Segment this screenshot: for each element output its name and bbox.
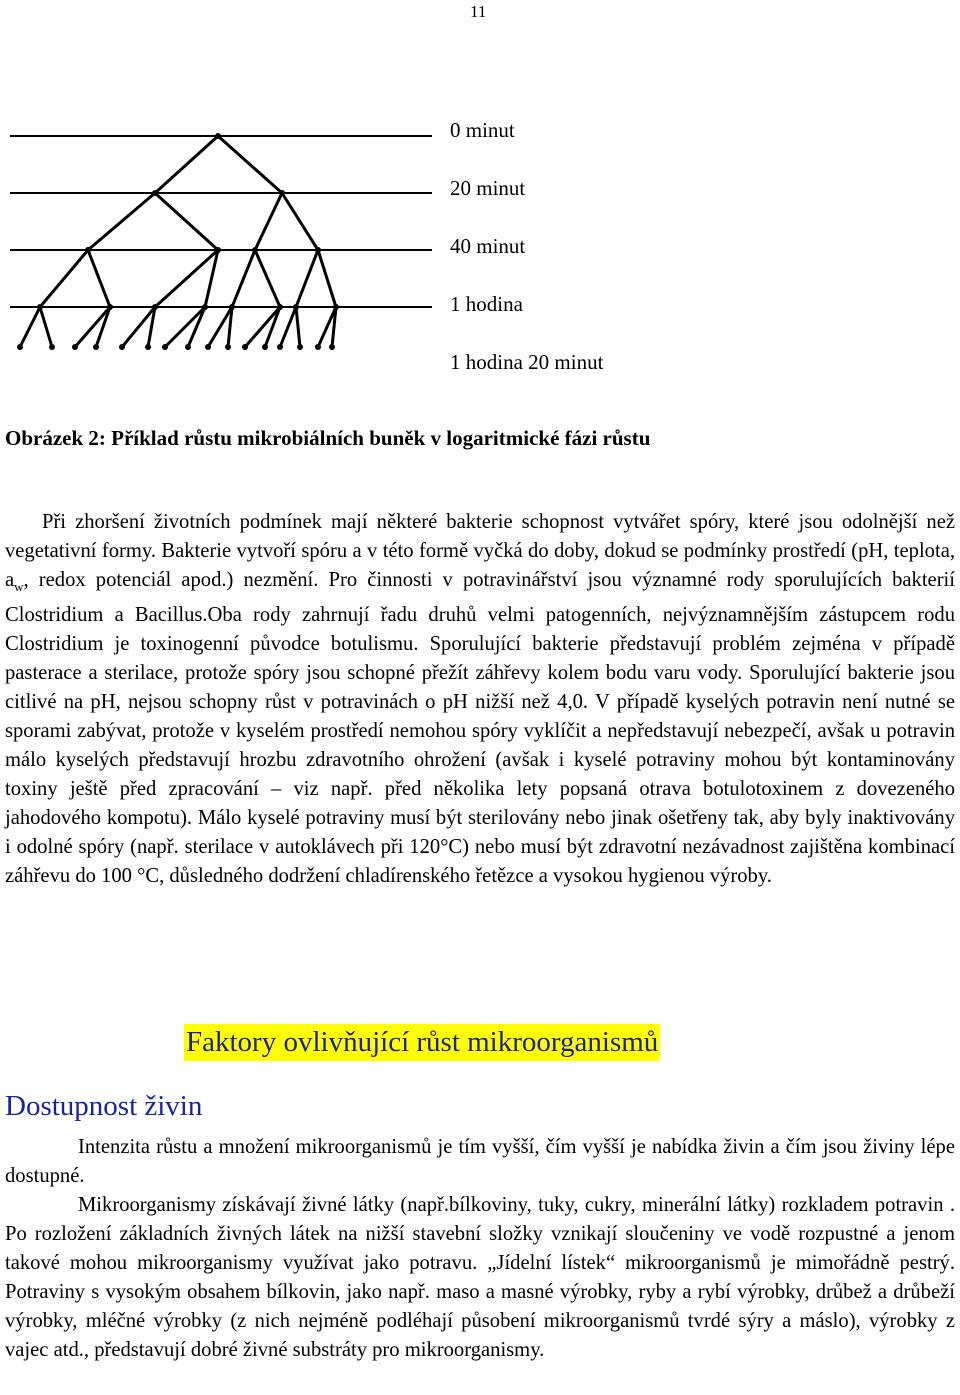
- figure-caption: Obrázek 2: Příklad růstu mikrobiálních buněk v logaritmické fázi růstu: [5, 426, 651, 450]
- paragraph-spores-line2: jsou odolnější než vegetativní formy. Bakterie vytvoří spóru a v této formě vyčká do doby,: [5, 511, 956, 562]
- division-branch: [20, 307, 40, 347]
- division-branch: [88, 250, 110, 307]
- cell-node: [162, 344, 168, 350]
- time-label-0: 0 minut: [450, 118, 515, 142]
- paragraph-spores: [5, 508, 955, 891]
- cell-node: [205, 344, 211, 350]
- division-branch: [265, 307, 280, 347]
- cell-node: [277, 304, 283, 310]
- cell-node: [152, 304, 158, 310]
- cell-node: [225, 344, 231, 350]
- cell-node: [215, 133, 221, 139]
- time-label-4: 1 hodina 20 minut: [450, 350, 604, 374]
- cell-node: [293, 304, 299, 310]
- cell-node: [85, 247, 91, 253]
- cell-node: [315, 344, 321, 350]
- cell-node: [49, 344, 55, 350]
- paragraph-spores-rest: , redox potenciál apod.) nezmění. Pro činnosti v potravinářství jsou významné rody sporulujících bakterií Clostridium a Bacillus.Oba rody zahrnují řadu druhů velmi patogenních, nejvýznamnějším zástupcem rodu Clostridium je toxinogenní původce botulismu. Sporulující bakterie představují problém zejména v případě pasterace a sterilace, protože spóry jsou schopné přežít záhřevy kolem bodu varu vody. Sporulující bakterie jsou citlivé na pH, nejsou schopny růst v potravinách o pH nižší než 4,0. V případě kyselých potravin není nutné se sporami zabývat, protože v kyselém prostředí nemohou spóry vyklíčit a nepředstavují nebezpečí, avšak u potravin málo kyselých představují hrozbu zdravotního ohrožení (avšak i kyselé potraviny mohou být kontaminovány toxiny ještě před zpracování – viz např. před několika lety popsaná otrava botulotoxinem z dovezeného jahodového kompotu). Málo kyselé potraviny musí být sterilovány nebo jinak ošetřeny tak, aby byly inaktivovány i odolné spóry (např. sterilace v autoklávech při 120°C) nebo musí být zdravotní nezávadnost zajištěna kombinací záhřevu do 100 °C, důsledného dodržení chladírenského řetězce a vysokou hygienou výroby.: [5, 569, 955, 888]
- division-branch: [155, 136, 218, 193]
- cell-node: [93, 344, 99, 350]
- time-label-2: 40 minut: [450, 234, 526, 258]
- cell-node: [297, 344, 303, 350]
- cell-node: [145, 344, 151, 350]
- cell-node: [215, 247, 221, 253]
- division-branch: [155, 250, 218, 307]
- cell-node: [152, 190, 158, 196]
- division-branch: [282, 193, 318, 250]
- division-branch: [188, 307, 205, 347]
- division-branch: [280, 307, 296, 347]
- section-heading: Faktory ovlivňující růst mikroorganismů: [184, 1024, 660, 1061]
- cell-node: [119, 344, 125, 350]
- paragraph-nutrients-detail: [5, 1191, 955, 1365]
- cell-node: [262, 344, 268, 350]
- cell-node: [252, 247, 258, 253]
- division-branch: [75, 307, 110, 347]
- time-label-1: 20 minut: [450, 176, 526, 200]
- subsection-heading: Dostupnost živin: [5, 1090, 203, 1122]
- cell-node: [242, 344, 248, 350]
- paragraph-nutrients-intro-text: Intenzita růstu a množení mikroorganismů je tím vyšší, čím vyšší je nabídka živin a čím jsou živiny lépe dostupné.: [5, 1136, 955, 1187]
- cell-node: [107, 304, 113, 310]
- paragraph-spores-line3: dokud se podmínky prostředí (pH, teplota, a: [5, 540, 955, 591]
- cell-node: [279, 190, 285, 196]
- page-number: 11: [470, 2, 487, 21]
- cell-node: [37, 304, 43, 310]
- division-branch: [40, 307, 52, 347]
- division-branch: [218, 136, 282, 193]
- division-branch: [318, 250, 336, 307]
- cell-node: [329, 344, 335, 350]
- division-branch: [155, 193, 218, 250]
- division-branch: [296, 307, 300, 347]
- division-branch: [245, 307, 280, 347]
- cell-node: [72, 344, 78, 350]
- division-branch: [40, 250, 88, 307]
- cell-node: [277, 344, 283, 350]
- subscript-w: w: [14, 579, 24, 595]
- cell-node: [185, 344, 191, 350]
- cell-node: [333, 304, 339, 310]
- paragraph-nutrients-intro: [5, 1133, 955, 1191]
- division-branch: [255, 250, 280, 307]
- paragraph-nutrients-detail-text: Mikroorganismy získávají živné látky (např.bílkoviny, tuky, cukry, minerální látky) rozkladem potravin . Po rozložení základních živných látek na nižší stavební složky vznikají sloučeniny ve vodě rozpustné a jenom takové mohou mikroorganismy využívat jako potravu. „Jídelní lístek“ mikroorganismů je mimořádně pestrý. Potraviny s vysokým obsahem bílkovin, jako např. maso a masné výrobky, ryby a rybí výrobky, drůbež a drůbeží výrobky, mléčné výrobky (z nich nejméně podléhají působení mikroorganismů tvrdé sýry a máslo), výrobky z vajec atd., představují dobré živné substráty pro mikroorganismy.: [5, 1194, 955, 1361]
- division-branch: [88, 193, 155, 250]
- division-branch: [296, 250, 318, 307]
- paragraph-spores-line1: Při zhoršení životních podmínek mají některé bakterie schopnost vytvářet spóry, které: [42, 511, 790, 533]
- division-branches: [20, 136, 336, 347]
- cell-node: [202, 304, 208, 310]
- cell-node: [229, 304, 235, 310]
- cell-node: [17, 344, 23, 350]
- time-label-3: 1 hodina: [450, 292, 523, 316]
- generation-lines: [10, 136, 432, 307]
- division-branch: [232, 250, 255, 307]
- division-branch: [165, 307, 205, 347]
- division-branch: [255, 193, 282, 250]
- cell-node: [315, 247, 321, 253]
